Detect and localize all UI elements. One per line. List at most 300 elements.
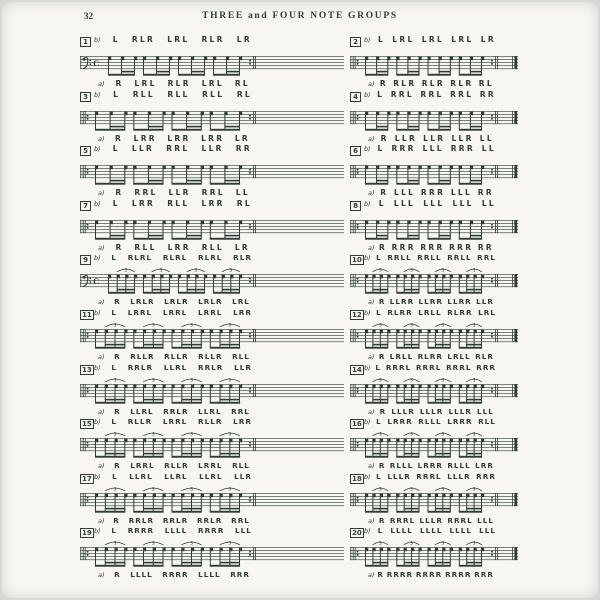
notation-staff: [80, 46, 344, 80]
svg-text:3: 3: [378, 378, 382, 384]
sticking-group: LRLL: [418, 308, 442, 317]
sticking-group: L: [376, 472, 382, 481]
exercise-number: 11: [82, 311, 92, 319]
sticking-group: LR: [234, 243, 250, 252]
sticking-group: LRR: [201, 199, 225, 208]
sticking-group: LLR: [201, 144, 224, 153]
sticking-top: [364, 473, 496, 480]
sticking-group: LLRL: [130, 407, 154, 416]
sticking-label: b): [364, 363, 371, 372]
sticking-bottom: [368, 517, 494, 524]
svg-text:3: 3: [378, 432, 382, 438]
svg-text:3: 3: [113, 323, 117, 329]
exercise-number: 14: [352, 366, 362, 374]
sticking-group: RLRL: [198, 253, 223, 262]
sticking-group: RLLR: [130, 352, 155, 361]
sticking-group: LLR: [394, 134, 418, 143]
sticking-group: LRRR: [417, 461, 443, 470]
sticking-bottom: [368, 80, 494, 88]
sticking-group: RLLR: [198, 417, 223, 426]
sticking-label: b): [364, 417, 371, 426]
page-number: 32: [84, 11, 93, 21]
sticking-group: L: [112, 35, 120, 44]
sticking-group: LL: [481, 199, 496, 208]
sticking-group: LRR: [133, 134, 157, 143]
sticking-group: RRL: [166, 144, 190, 153]
exercise-number: 8: [350, 201, 361, 211]
sticking-group: R: [378, 516, 386, 525]
svg-text:3: 3: [472, 378, 476, 384]
sticking-bottom: [98, 189, 250, 197]
notation-staff: [350, 46, 518, 80]
sticking-top: [364, 91, 496, 99]
svg-text:3: 3: [124, 268, 128, 274]
sticking-bottom: [368, 408, 494, 415]
exercise-2: [350, 37, 518, 89]
svg-text:3: 3: [190, 323, 193, 329]
exercise-20: [350, 528, 518, 580]
sticking-group: RRRR: [198, 526, 225, 535]
sticking-bottom: [98, 353, 250, 360]
sticking-group: LLR: [451, 134, 474, 143]
sticking-group: RRRL: [446, 363, 472, 372]
notation-staff: [80, 155, 344, 189]
sticking-label: b): [364, 36, 371, 44]
sticking-group: RLLR: [164, 461, 189, 470]
exercise-11: [80, 310, 344, 362]
sticking-bottom: [98, 571, 250, 578]
svg-text:3: 3: [441, 378, 445, 384]
sticking-group: RLL: [232, 352, 250, 361]
sticking-group: LRL: [167, 35, 190, 44]
sticking-group: R: [115, 243, 124, 252]
sticking-group: LRL: [134, 79, 157, 88]
sticking-label: a): [368, 516, 375, 525]
sticking-top: [94, 309, 252, 316]
sticking-group: LLRR: [447, 297, 472, 306]
sticking-group: RRLR: [127, 363, 154, 372]
sticking-top: [94, 200, 252, 208]
exercise-15: [80, 419, 344, 471]
sticking-group: R: [113, 516, 120, 525]
sticking-group: R: [114, 352, 121, 361]
sticking-group: LRR: [131, 199, 156, 208]
svg-text:3: 3: [410, 432, 414, 438]
svg-text:3: 3: [378, 487, 382, 493]
sticking-group: LLL: [422, 144, 444, 153]
sticking-label: a): [98, 407, 105, 416]
sticking-group: RRLR: [162, 516, 189, 525]
sticking-group: LRRL: [127, 308, 153, 317]
sticking-top: [94, 364, 252, 371]
exercise-13: [80, 365, 344, 417]
sticking-group: LLRL: [129, 472, 153, 481]
sticking-bottom: [368, 353, 494, 360]
svg-text:3: 3: [472, 432, 476, 438]
svg-text:3: 3: [472, 487, 476, 493]
sticking-group: LLRL: [198, 407, 222, 416]
sticking-label: b): [364, 472, 371, 481]
sticking-label: b): [94, 308, 101, 317]
svg-text:3: 3: [228, 323, 232, 329]
sticking-group: RRRL: [415, 363, 442, 372]
svg-text:3: 3: [378, 268, 382, 274]
sticking-label: b): [94, 36, 101, 44]
sticking-group: LRLR: [198, 297, 223, 306]
svg-text:3: 3: [151, 323, 155, 329]
sticking-group: RLR: [233, 253, 252, 262]
svg-text:3: 3: [441, 268, 445, 274]
sticking-top: [364, 418, 496, 425]
sticking-group: L: [111, 417, 118, 426]
svg-text:3: 3: [151, 541, 155, 547]
exercise-number: 1: [80, 37, 91, 47]
notation-staff: [80, 210, 344, 244]
sticking-group: L: [377, 144, 385, 153]
sticking-bottom: [368, 244, 494, 252]
exercise-number: 10: [352, 256, 362, 264]
notation-staff: [80, 483, 344, 517]
exercise-12: [350, 310, 518, 362]
sticking-group: R: [378, 352, 386, 361]
sticking-group: LLLL: [419, 526, 443, 535]
sticking-group: R: [114, 461, 121, 470]
sticking-group: RRL: [201, 188, 225, 197]
svg-text:3: 3: [159, 268, 163, 274]
sticking-label: a): [368, 80, 375, 88]
sticking-top: [94, 145, 252, 153]
exercise-number: 4: [350, 92, 361, 102]
sticking-group: RRR: [474, 570, 494, 579]
sticking-label: a): [368, 297, 375, 306]
sticking-group: RRL: [231, 516, 250, 525]
exercise-number: 12: [352, 311, 362, 319]
sticking-group: R: [115, 188, 124, 197]
sticking-group: RRLL: [387, 253, 412, 262]
exercise-9: [80, 255, 344, 307]
sticking-label: b): [94, 417, 101, 426]
notation-staff: [80, 264, 344, 298]
sticking-label: b): [364, 145, 371, 153]
sticking-group: LL: [235, 188, 250, 197]
svg-text:3: 3: [228, 487, 232, 493]
sticking-group: LLL: [423, 199, 445, 208]
exercise-18: [350, 474, 518, 526]
notation-staff: [350, 319, 518, 353]
sticking-bottom: [98, 244, 250, 252]
sticking-group: LLL: [452, 199, 474, 208]
notation-staff: [80, 537, 344, 571]
sticking-label: a): [98, 135, 105, 143]
sticking-group: RRR: [391, 243, 416, 252]
sticking-group: R: [379, 243, 388, 252]
svg-text:3: 3: [441, 432, 445, 438]
sticking-label: b): [94, 472, 101, 481]
sticking-bottom: [98, 408, 250, 415]
sticking-group: RRL: [134, 188, 158, 197]
sticking-label: b): [364, 253, 371, 262]
sticking-group: LRR: [475, 461, 494, 470]
sticking-group: LRL: [421, 35, 445, 44]
svg-text:3: 3: [228, 378, 232, 384]
sticking-group: RRR: [449, 243, 474, 252]
sticking-group: RLL: [134, 243, 157, 252]
sticking-group: LRL: [392, 35, 415, 44]
notation-staff: [80, 101, 344, 135]
exercise-number: 5: [80, 146, 91, 156]
sticking-group: RLL: [132, 90, 155, 99]
notation-staff: [350, 428, 518, 462]
sticking-top: [94, 36, 252, 44]
exercise-number: 16: [352, 420, 362, 428]
sticking-group: R: [114, 407, 121, 416]
sticking-group: RLRR: [387, 308, 413, 317]
sticking-group: RLLL: [389, 461, 414, 470]
sticking-group: R: [379, 79, 388, 88]
sticking-top: [94, 527, 252, 534]
sticking-group: LRR: [167, 243, 191, 252]
sticking-label: a): [98, 189, 105, 197]
notation-staff: [80, 319, 344, 353]
sticking-label: a): [98, 80, 105, 88]
exercise-number: 3: [80, 92, 91, 102]
sticking-group: LRL: [478, 308, 496, 317]
sticking-group: RR: [477, 188, 494, 197]
svg-text:3: 3: [378, 323, 382, 329]
sticking-top: [364, 309, 496, 316]
svg-text:3: 3: [190, 487, 193, 493]
sticking-group: RL: [478, 79, 494, 88]
svg-text:3: 3: [441, 541, 445, 547]
sticking-group: RLR: [393, 79, 417, 88]
sticking-group: LRRL: [198, 461, 223, 470]
sticking-group: RRR: [420, 188, 446, 197]
sticking-group: LRLR: [130, 297, 155, 306]
notation-staff: [350, 101, 518, 135]
sticking-group: LLL: [477, 516, 494, 525]
sticking-group: RRRL: [385, 363, 412, 372]
sticking-group: LLR: [476, 297, 494, 306]
sticking-group: RRRL: [416, 472, 442, 481]
page-scan: [2, 2, 598, 598]
svg-text:3: 3: [151, 432, 155, 438]
sticking-group: LL: [481, 144, 496, 153]
sticking-group: LRRL: [130, 461, 155, 470]
sticking-group: LL: [479, 134, 494, 143]
sticking-group: RL: [236, 90, 252, 99]
sticking-group: L: [375, 363, 382, 372]
svg-text:3: 3: [113, 432, 117, 438]
sticking-group: LLRL: [163, 363, 188, 372]
sticking-group: RLR: [201, 35, 225, 44]
sticking-group: RLLL: [418, 417, 442, 426]
sticking-group: RLL: [167, 199, 190, 208]
exercise-10: [350, 255, 518, 307]
sticking-group: LRL: [232, 297, 250, 306]
sticking-group: LLL: [450, 188, 473, 197]
exercise-number: 6: [350, 146, 361, 156]
exercise-3: [80, 92, 344, 144]
sticking-group: RRL: [477, 253, 496, 262]
sticking-group: R: [380, 188, 389, 197]
sticking-group: RRR: [476, 363, 496, 372]
sticking-label: a): [368, 135, 375, 143]
sticking-group: LLRR: [418, 297, 443, 306]
svg-text:3: 3: [190, 432, 193, 438]
sticking-group: RLL: [167, 90, 190, 99]
sticking-label: b): [94, 91, 101, 99]
sticking-group: LRRR: [387, 417, 413, 426]
sticking-group: R: [114, 297, 121, 306]
notation-staff: [80, 374, 344, 408]
sticking-group: RLR: [131, 35, 156, 44]
sticking-group: LLR: [234, 363, 252, 372]
sticking-group: RRLR: [198, 363, 224, 372]
sticking-group: RRRR: [445, 570, 472, 579]
svg-text:3: 3: [410, 323, 414, 329]
sticking-label: a): [98, 352, 105, 361]
sticking-label: a): [368, 244, 375, 252]
sticking-label: a): [98, 297, 105, 306]
svg-text:3: 3: [194, 268, 198, 274]
svg-text:3: 3: [113, 541, 117, 547]
sticking-group: L: [377, 35, 386, 44]
sticking-group: LRLL: [389, 352, 414, 361]
sticking-group: RLLR: [198, 352, 223, 361]
sticking-group: RRRR: [127, 526, 155, 535]
sticking-group: RLL: [202, 90, 225, 99]
notation-staff: [350, 210, 518, 244]
svg-text:3: 3: [190, 378, 193, 384]
sticking-group: LLRR: [389, 297, 415, 306]
sticking-group: L: [378, 199, 386, 208]
sticking-group: RLRL: [162, 253, 188, 262]
sticking-group: L: [113, 90, 121, 99]
sticking-label: b): [364, 526, 371, 535]
sticking-label: b): [94, 363, 101, 372]
svg-text:3: 3: [228, 432, 232, 438]
sticking-group: RRRR: [162, 570, 189, 579]
sticking-group: LRR: [201, 134, 225, 143]
sticking-group: RLR: [421, 79, 445, 88]
sticking-group: LLR: [234, 472, 252, 481]
svg-text:3: 3: [190, 541, 193, 547]
sticking-group: RL: [236, 199, 252, 208]
sticking-label: b): [364, 91, 371, 99]
sticking-group: LRRL: [162, 417, 188, 426]
sticking-top: [364, 527, 496, 534]
sticking-group: L: [111, 363, 118, 372]
svg-text:3: 3: [410, 541, 414, 547]
sticking-group: R: [115, 134, 124, 143]
sticking-bottom: [368, 189, 494, 197]
sticking-group: LLLR: [447, 472, 471, 481]
sticking-group: LLLL: [390, 526, 413, 535]
svg-text:3: 3: [472, 323, 476, 329]
sticking-bottom: [98, 135, 250, 143]
sticking-group: RRL: [450, 90, 474, 99]
sticking-group: LLL: [393, 199, 416, 208]
page-title: THREE and FOUR NOTE GROUPS: [202, 11, 398, 21]
sticking-bottom: [98, 80, 250, 88]
sticking-top: [364, 36, 496, 44]
exercise-number: 15: [82, 420, 92, 428]
sticking-group: RLL: [478, 417, 496, 426]
sticking-group: LRLR: [164, 297, 189, 306]
sticking-group: LRL: [451, 35, 474, 44]
sticking-group: LRR: [167, 134, 191, 143]
sticking-group: RLL: [232, 461, 250, 470]
sticking-group: L: [112, 472, 118, 481]
sticking-group: RLL: [201, 243, 224, 252]
svg-text:3: 3: [229, 268, 233, 274]
sticking-group: R: [378, 461, 386, 470]
sticking-group: R: [378, 297, 386, 306]
sticking-group: RLRR: [447, 308, 473, 317]
sticking-group: RRLL: [447, 253, 472, 262]
sticking-group: LLLL: [449, 526, 473, 535]
sticking-bottom: [368, 298, 494, 305]
sticking-group: RR: [477, 243, 494, 252]
sticking-group: LRLL: [447, 352, 471, 361]
exercise-number: 17: [82, 475, 92, 483]
svg-text:3: 3: [228, 541, 232, 547]
sticking-label: a): [368, 352, 375, 361]
sticking-label: a): [368, 407, 375, 416]
sticking-bottom: [368, 135, 494, 143]
notation-staff: [350, 155, 518, 189]
sticking-label: a): [368, 570, 375, 579]
sticking-bottom: [368, 571, 494, 578]
sticking-group: RLLR: [127, 417, 153, 426]
sticking-group: RLR: [450, 79, 474, 88]
notation-staff: [350, 374, 518, 408]
sticking-group: LRRR: [447, 417, 473, 426]
sticking-group: LLR: [131, 144, 155, 153]
svg-text:3: 3: [378, 541, 382, 547]
sticking-top: [94, 418, 252, 425]
sticking-label: a): [98, 244, 105, 252]
svg-text:3: 3: [113, 487, 117, 493]
sticking-top: [364, 364, 496, 371]
sticking-group: L: [376, 308, 382, 317]
svg-text:3: 3: [472, 541, 476, 547]
sticking-group: LRRL: [198, 308, 223, 317]
sticking-group: R: [377, 570, 384, 579]
sticking-group: RL: [234, 79, 250, 88]
sticking-group: LLLL: [198, 570, 221, 579]
sticking-group: RRRR: [386, 570, 414, 579]
exercise-number: 19: [82, 529, 92, 537]
svg-text:3: 3: [151, 378, 155, 384]
sticking-group: LLLR: [387, 472, 411, 481]
sticking-label: a): [98, 570, 105, 579]
sticking-group: RRL: [231, 407, 250, 416]
sticking-group: LR: [236, 35, 252, 44]
sticking-group: LLL: [235, 526, 252, 535]
sticking-group: RRR: [230, 570, 250, 579]
sticking-group: RRL: [390, 90, 414, 99]
sticking-group: RRLR: [163, 407, 189, 416]
sticking-group: RRR: [391, 144, 416, 153]
sticking-group: RLRL: [127, 253, 153, 262]
sticking-group: RLLR: [164, 352, 189, 361]
sticking-top: [94, 91, 252, 99]
sticking-group: RLR: [167, 79, 191, 88]
sticking-top: [364, 200, 496, 208]
sticking-group: RRR: [450, 144, 475, 153]
svg-text:3: 3: [410, 268, 414, 274]
